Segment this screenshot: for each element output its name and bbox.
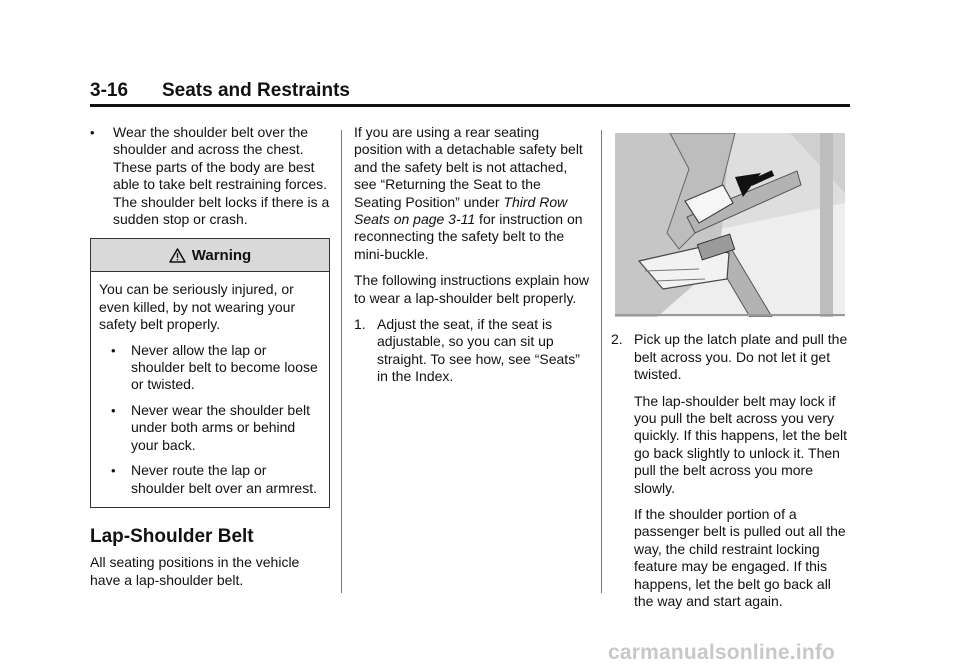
bullet-icon: • <box>111 402 116 418</box>
warning-bullet-text: Never allow the lap or shoulder belt to become loose or twisted. <box>131 341 318 393</box>
warning-intro: You can be seriously injured, or even killed, by not wearing your safety belt properly. <box>99 281 296 333</box>
step-number: 1. <box>354 316 366 333</box>
warning-title: Warning <box>191 246 252 264</box>
warning-bullet <box>111 342 321 394</box>
section-heading: Lap-Shoulder Belt <box>90 525 254 547</box>
bullet-icon: • <box>90 125 95 140</box>
column-2 <box>354 124 590 386</box>
paragraph: The following instructions explain how to wear a lap-shoulder belt properly. <box>354 272 590 306</box>
cross-reference: Third Row Seats on page 3-11 <box>354 193 568 228</box>
column-divider <box>341 130 342 593</box>
warning-bullet <box>111 462 321 497</box>
warning-bullet-text: Never wear the shoulder belt under both arms or behind your back. <box>131 401 310 453</box>
step-number: 2. <box>611 331 623 348</box>
paragraph: If the shoulder portion of a passenger belt is pulled out all the way, the child restraint locking feature may be engaged. If this happens, let the belt go back all the way and start again. <box>634 506 846 610</box>
page-number: 3-16 <box>90 80 129 101</box>
warning-box <box>90 238 330 507</box>
bullet-text: Wear the shoulder belt over the shoulder and across the chest. These parts of the body are best able to take belt restraining forces. The shoulder belt locks if there is a sudden stop or crash. <box>113 124 330 228</box>
warning-bullet <box>111 402 321 454</box>
step-item <box>354 316 590 386</box>
bullet-item <box>90 124 330 228</box>
column-divider <box>601 130 602 593</box>
warning-bullet-text: Never route the lap or shoulder belt over an armrest. <box>131 462 317 496</box>
column-3 <box>611 133 851 611</box>
paragraph: The lap-shoulder belt may lock if you pull the belt across you very quickly. If this happens, let the belt go back slightly to unlock it. Then pull the belt across you more slowly. <box>634 392 847 496</box>
watermark: carmanualsonline.info <box>608 641 836 664</box>
bullet-icon: • <box>111 342 116 358</box>
column-1 <box>90 124 330 589</box>
paragraph <box>354 124 590 263</box>
bullet-icon: • <box>111 463 116 479</box>
section-title: Seats and Restraints <box>162 80 350 101</box>
warning-header <box>91 239 329 272</box>
paragraph: All seating positions in the vehicle have a lap-shoulder belt. <box>90 554 300 588</box>
step-text: Pick up the latch plate and pull the belt across you. Do not let it get twisted. <box>634 331 848 383</box>
warning-body <box>91 272 329 506</box>
paragraph-text: If you are using a rear seating position with a detachable safety belt and the safety belt is not attached, see “Returning the Seat to the Seating Position” under <box>354 124 583 210</box>
paragraph-text: for instruction on reconnecting the safety belt to the mini-buckle. <box>354 211 583 262</box>
header-rule <box>90 104 850 107</box>
seat-belt-illustration <box>615 133 845 317</box>
warning-icon <box>169 248 186 263</box>
step-text: Adjust the seat, if the seat is adjustable, so you can sit up straight. To see how, see “Seats” in the Index. <box>377 316 580 385</box>
page-header <box>90 80 350 102</box>
step-item <box>611 331 851 383</box>
